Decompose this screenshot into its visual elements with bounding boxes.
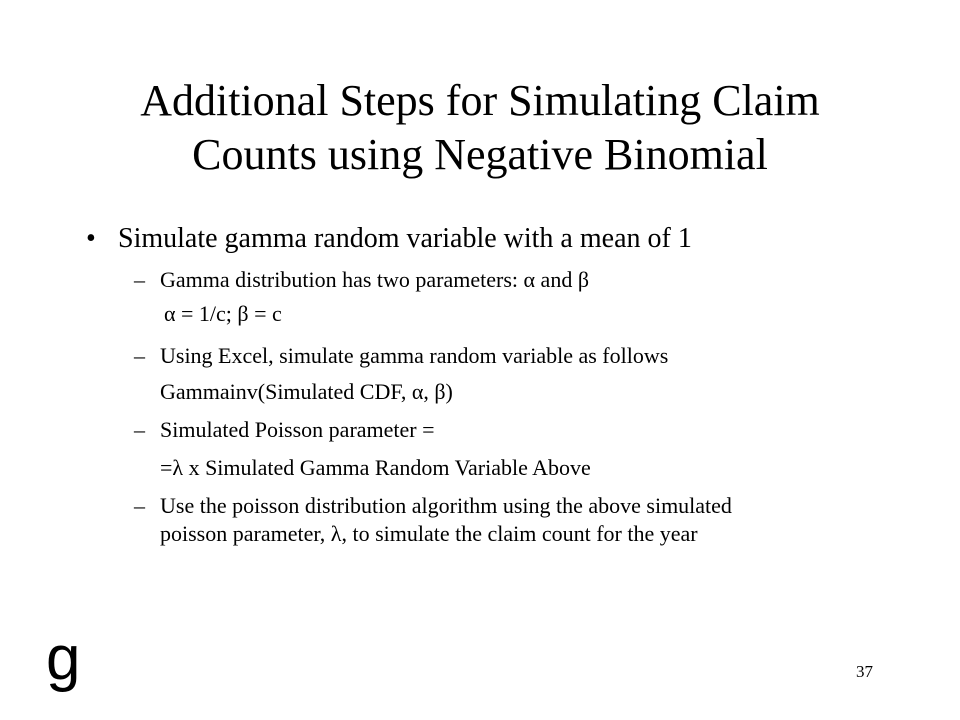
bullet-marker: • <box>86 223 96 254</box>
logo: g <box>46 624 81 693</box>
parameter-definitions: α = 1/c; β = c <box>164 301 282 326</box>
sub-item-text-continued: poisson parameter, λ, to simulate the claim count for the year <box>160 521 698 546</box>
main-bullet-text: Simulate gamma random variable with a mean of 1 <box>118 223 692 254</box>
dash-marker: – <box>134 343 145 368</box>
slide-title-line-1: Additional Steps for Simulating Claim <box>140 76 820 125</box>
sub-item-text: Using Excel, simulate gamma random variable as follows <box>160 343 669 368</box>
page-number: 37 <box>856 662 873 681</box>
dash-marker: – <box>134 493 145 518</box>
slide-title-line-2: Counts using Negative Binomial <box>192 130 768 179</box>
main-bullet <box>86 222 692 256</box>
gammainv-formula: Gammainv(Simulated CDF, α, β) <box>160 379 453 404</box>
slide-title <box>60 74 900 182</box>
sub-item-text: Gamma distribution has two parameters: α and β <box>160 267 590 292</box>
dash-marker: – <box>134 417 145 442</box>
poisson-parameter-formula: =λ x Simulated Gamma Random Variable Above <box>160 455 591 480</box>
sub-item-text: Simulated Poisson parameter = <box>160 417 435 442</box>
dash-marker: – <box>134 267 145 292</box>
sub-item-text: Use the poisson distribution algorithm using the above simulated <box>160 493 732 518</box>
